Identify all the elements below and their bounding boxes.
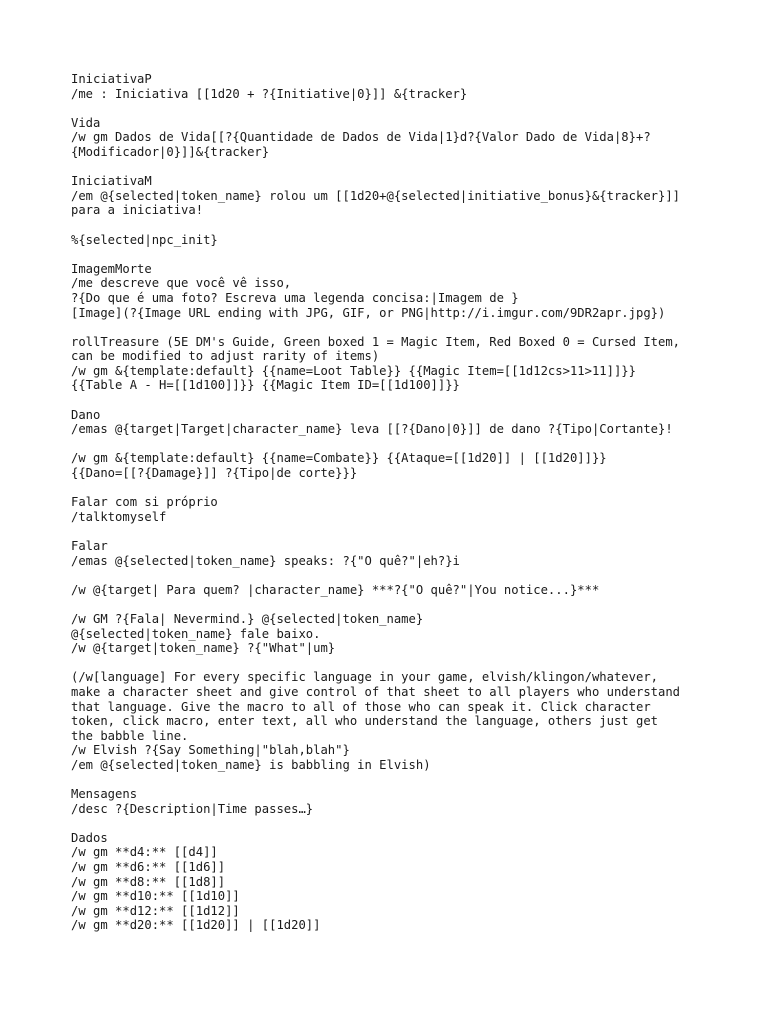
text-line: token, click macro, enter text, all who understand the language, others just get [71,714,658,729]
text-line: /w gm **d6:** [[1d6]] [71,860,226,875]
block-dano [71,408,721,437]
text-line: /emas @{target|Target|character_name} leva [[?{Dano|0}]] de dano ?{Tipo|Cortante}! [71,422,673,437]
text-line: /emas @{selected|token_name} speaks: ?{"O quê?"|eh?}i [71,553,460,568]
text-line: /w GM ?{Fala| Nevermind.} @{selected|token_name} [71,611,424,626]
text-line: rollTreasure (5E DM's Guide, Green boxed 1 = Magic Item, Red Boxed 0 = Cursed Item, [71,334,681,349]
block-language [71,670,721,772]
block-vida [71,116,721,160]
block-mensagens [71,787,721,816]
text-line: Falar com si próprio [71,495,218,510]
text-line: Dano [71,407,101,422]
text-line: make a character sheet and give control of that sheet to all players who understand [71,684,681,699]
text-line: can be modified to adjust rarity of items) [71,349,380,364]
text-line: /em @{selected|token_name} rolou um [[1d20+@{selected|initiative_bonus}&{tracker}]] [71,188,681,203]
block-iniciativap [71,72,721,101]
text-line: [Image](?{Image URL ending with JPG, GIF, or PNG|http://i.imgur.com/9DR2apr.jpg}) [71,305,666,320]
block-combate [71,451,721,480]
text-line: ?{Do que é uma foto? Escreva uma legenda concisa:|Imagem de } [71,290,519,305]
text-line: /w gm &{template:default} {{name=Loot Table}} {{Magic Item=[[1d12cs>11>11]]}} [71,363,636,378]
text-line: {{Dano=[[?{Damage}]] ?{Tipo|de corte}}} [71,466,358,481]
text-line: /w gm &{template:default} {{name=Combate}} {{Ataque=[[1d20]] | [[1d20]]}} [71,451,607,466]
text-line: /w Elvish ?{Say Something|"blah,blah"} [71,743,350,758]
text-line: /w gm **d8:** [[1d8]] [71,874,226,889]
block-falar-si-proprio [71,495,721,524]
text-line: /w @{target| Para quem? |character_name} ***?{"O quê?"|You notice...}*** [71,582,600,597]
text-line: Mensagens [71,787,138,802]
text-line: /w gm **d4:** [[d4]] [71,845,218,860]
text-line: IniciativaM [71,174,152,189]
text-line: Vida [71,115,101,130]
text-line: para a iniciativa! [71,203,204,218]
text-line: IniciativaP [71,72,152,86]
text-line: /w @{target|token_name} ?{"What"|um} [71,641,336,656]
text-line: {Modificador|0}]]&{tracker} [71,144,270,159]
block-whisper-gm [71,612,721,656]
text-line: Falar [71,539,108,553]
block-npc-init [71,233,721,248]
text-line: /w gm **d20:** [[1d20]] | [[1d20]] [71,918,321,933]
block-falar [71,539,721,568]
text-line: /em @{selected|token_name} is babbling in Elvish) [71,757,431,772]
text-line: @{selected|token_name} fale baixo. [71,626,321,641]
text-line: the babble line. [71,728,189,743]
block-imagemmorte [71,262,721,320]
block-rolltreasure [71,335,721,393]
block-iniciativam [71,174,721,218]
text-line: /w gm **d12:** [[1d12]] [71,903,240,918]
text-line: that language. Give the macro to all of those who can speak it. Click character [71,699,651,714]
block-whisper-target [71,583,721,598]
text-line: (/w[language] For every specific language in your game, elvish/klingon/whatever, [71,670,658,685]
text-line: {{Table A - H=[[1d100]]}} {{Magic Item ID=[[1d100]]}} [71,378,460,393]
document-page [71,72,721,933]
text-line: /desc ?{Description|Time passes…} [71,801,314,816]
text-line: /w gm Dados de Vida[[?{Quantidade de Dados de Vida|1}d?{Valor Dado de Vida|8}+? [71,130,651,145]
text-line: /w gm **d10:** [[1d10]] [71,889,240,904]
text-line: /talktomyself [71,509,167,524]
text-line: /me descreve que você vê isso, [71,276,292,291]
block-dados [71,831,721,933]
text-line: ImagemMorte [71,261,152,276]
text-line: Dados [71,830,108,845]
text-line: /me : Iniciativa [[1d20 + ?{Initiative|0}]] &{tracker} [71,86,468,101]
text-line: %{selected|npc_init} [71,232,218,247]
